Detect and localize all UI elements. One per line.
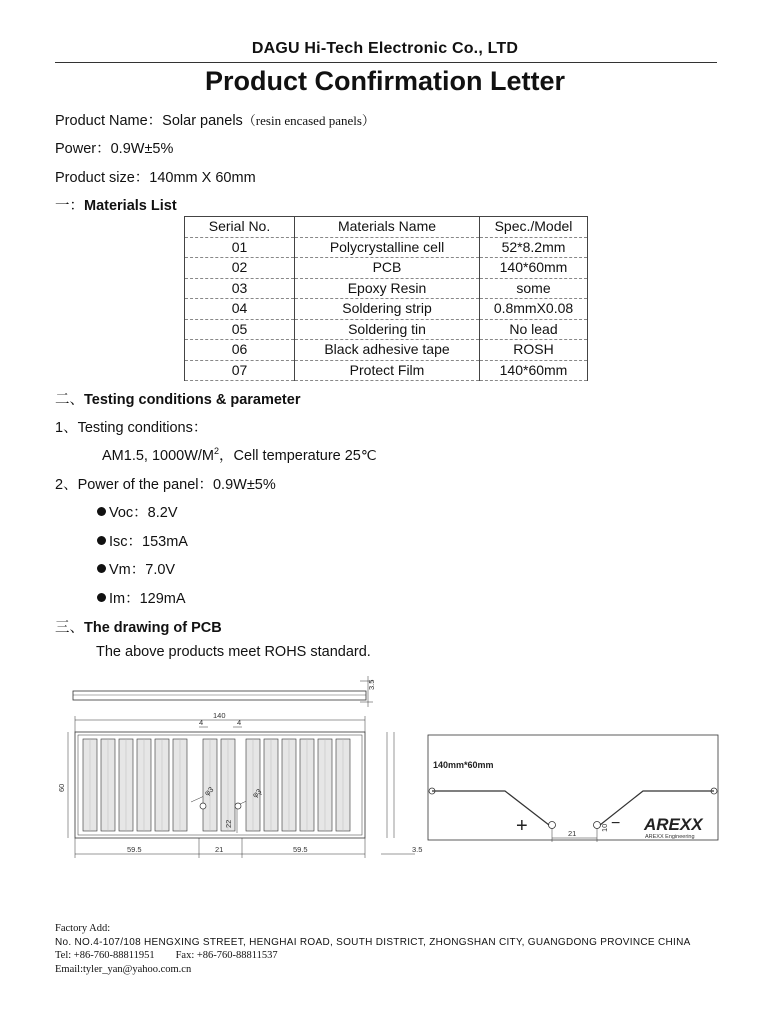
- section2-heading: [55, 388, 300, 409]
- rohs-statement: The above products meet ROHS standard.: [96, 644, 371, 660]
- param-vm-text: Vm：7.0V: [109, 562, 176, 578]
- param-voc-text: Voc：8.2V: [109, 505, 178, 521]
- logo-subtitle: AREXX Engineering: [645, 834, 695, 840]
- conditions-irradiance: AM1.5, 1000W/M: [102, 448, 215, 464]
- section3-title: The drawing of PCB: [84, 620, 222, 636]
- dim-gap-a: 4: [199, 718, 204, 727]
- product-name-note: （resin encased panels）: [242, 113, 375, 128]
- dim-pad: 22: [224, 819, 233, 828]
- conditions-temperature: ，Cell temperature 25: [219, 448, 361, 464]
- param-isc: [97, 530, 188, 551]
- section1-heading: [55, 194, 177, 215]
- product-name: Product Name：Solar panels: [55, 113, 243, 129]
- param-isc-text: Isc：153mA: [109, 534, 188, 550]
- section3-number: 三、: [55, 620, 84, 636]
- footer-phone-line: [55, 949, 691, 963]
- cell-material: Soldering strip: [295, 299, 480, 320]
- dim-side: 3.5: [412, 845, 423, 854]
- param-voc: [97, 501, 178, 522]
- cell-spec: No lead: [480, 319, 588, 340]
- side-view-board: [73, 691, 366, 700]
- footer-label: Factory Add:: [55, 923, 111, 934]
- testing-conditions-label: 1、Testing conditions：: [55, 420, 208, 436]
- pcb-drawing: [55, 670, 725, 875]
- cell-material: Soldering tin: [295, 319, 480, 340]
- dim-gap-b: 4: [237, 718, 242, 727]
- solder-pad: [235, 803, 241, 809]
- back-dim-small: 10: [600, 823, 609, 832]
- column-header-serial: Serial No.: [185, 217, 295, 238]
- header-rule: [55, 62, 717, 63]
- table-row: [185, 319, 588, 340]
- panel-power-label: 2、Power of the panel：0.9W±5%: [55, 477, 276, 493]
- cell-material: Epoxy Resin: [295, 278, 480, 299]
- power-line: Power：0.9W±5%: [55, 141, 174, 157]
- dim-width: 140: [213, 711, 226, 720]
- materials-table: [184, 216, 588, 381]
- param-im: [97, 587, 186, 608]
- param-im-text: Im：129mA: [109, 591, 186, 607]
- section2-title: Testing conditions & parameter: [84, 392, 301, 408]
- table-row: [185, 258, 588, 279]
- back-size-label: 140mm*60mm: [433, 760, 494, 770]
- footer: [55, 922, 691, 976]
- bullet-icon: [97, 507, 106, 516]
- table-header-row: [185, 217, 588, 238]
- page-title: Product Confirmation Letter: [204, 66, 565, 96]
- cell-spec: 52*8.2mm: [480, 237, 588, 258]
- bullet-icon: [97, 564, 106, 573]
- plus-sign: +: [516, 815, 528, 837]
- table-row: [185, 340, 588, 361]
- table-row: [185, 278, 588, 299]
- minus-sign: −: [611, 815, 621, 832]
- back-dim-gap: 21: [568, 829, 577, 838]
- bullet-icon: [97, 593, 106, 602]
- cell-spec: ROSH: [480, 340, 588, 361]
- dim-mid: 21: [215, 845, 224, 854]
- cell-serial: 06: [185, 340, 295, 361]
- footer-tel: Tel: +86-760-88811951: [55, 950, 155, 961]
- logo-wordmark: AREXX: [644, 815, 703, 834]
- dim-hole-b: φ3: [250, 786, 264, 800]
- dim-height: 60: [57, 783, 66, 792]
- cell-serial: 05: [185, 319, 295, 340]
- company-name: DAGU Hi-Tech Electronic Co., LTD: [251, 40, 519, 57]
- dim-left: 59.5: [127, 845, 142, 854]
- cell-serial: 07: [185, 360, 295, 381]
- param-vm: [97, 558, 175, 579]
- dim-right: 59.5: [293, 845, 308, 854]
- cell-serial: 03: [185, 278, 295, 299]
- footer-email: Email:tyler_yan@yahoo.com.cn: [55, 963, 192, 975]
- section3-heading: [55, 616, 222, 637]
- cell-material: Protect Film: [295, 360, 480, 381]
- dim-hole-a: φ3: [202, 784, 216, 798]
- footer-address: No. NO.4-107/108 HENGXING STREET, HENGHAI ROAD, SOUTH DISTRICT, ZHONGSHAN CITY, GUANGDONG PROVINCE CHINA: [55, 936, 691, 948]
- section2-number: 二、: [55, 392, 84, 408]
- testing-conditions-value: [102, 444, 377, 465]
- table-row: [185, 299, 588, 320]
- cell-spec: 0.8mmX0.08: [480, 299, 588, 320]
- cell-material: PCB: [295, 258, 480, 279]
- solder-pad: [200, 803, 206, 809]
- size-line: Product size：140mm X 60mm: [55, 170, 256, 186]
- cell-serial: 04: [185, 299, 295, 320]
- section1-title: Materials List: [84, 198, 177, 214]
- cell-spec: 140*60mm: [480, 360, 588, 381]
- bullet-icon: [97, 536, 106, 545]
- column-header-spec: Spec./Model: [480, 217, 588, 238]
- solar-cells: [83, 739, 350, 831]
- conditions-superscript: 2: [214, 446, 220, 457]
- cell-serial: 02: [185, 258, 295, 279]
- product-name-line: [55, 109, 375, 130]
- column-header-name: Materials Name: [295, 217, 480, 238]
- cell-serial: 01: [185, 237, 295, 258]
- cell-material: Black adhesive tape: [295, 340, 480, 361]
- cell-spec: some: [480, 278, 588, 299]
- footer-fax: Fax: +86-760-88811537: [175, 950, 278, 961]
- section1-number: 一：: [55, 198, 84, 214]
- conditions-unit: ℃: [360, 449, 377, 464]
- dim-thickness: 3.5: [367, 679, 376, 690]
- cell-material: Polycrystalline cell: [295, 237, 480, 258]
- table-row: [185, 237, 588, 258]
- cell-spec: 140*60mm: [480, 258, 588, 279]
- arexx-logo: [643, 815, 704, 840]
- table-row: [185, 360, 588, 381]
